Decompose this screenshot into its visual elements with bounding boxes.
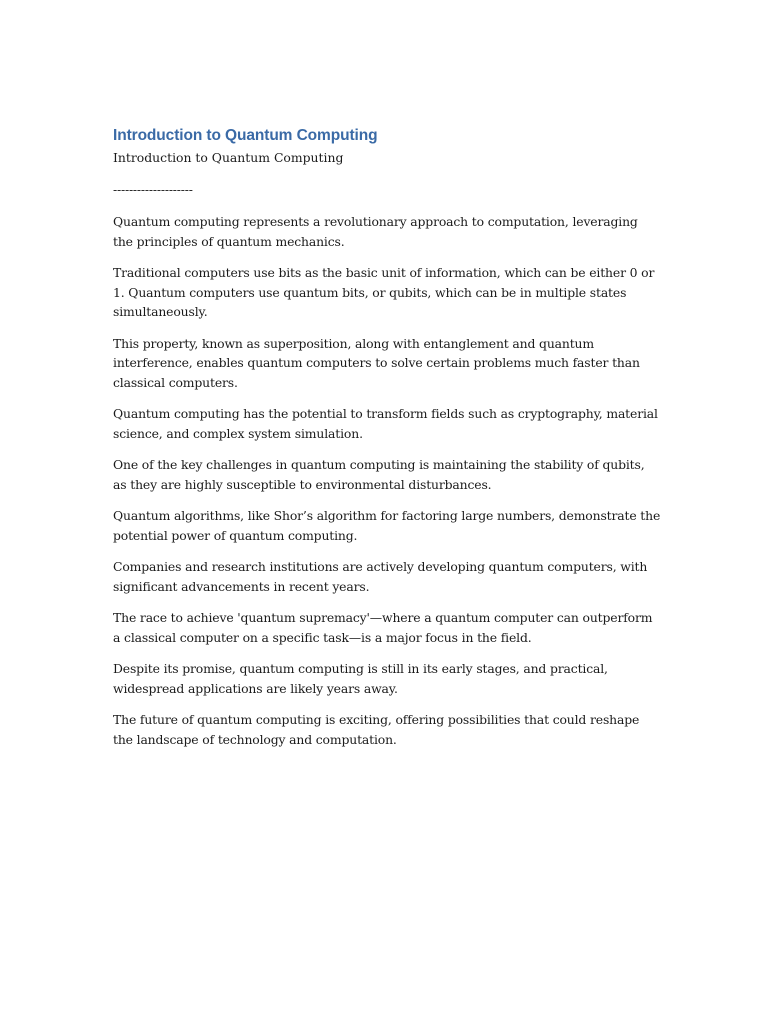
text-divider: -------------------- bbox=[113, 182, 193, 197]
paragraph: Traditional computers use bits as the basic unit of information, which can be either 0 or 1. Quantum computers use quantum bits, or qubits, which can be in multiple states simultaneously. bbox=[113, 265, 655, 319]
paragraph: Quantum computing has the potential to transform fields such as cryptography, material science, and complex system simulation. bbox=[113, 406, 658, 441]
paragraph: The future of quantum computing is exciting, offering possibilities that could reshape the landscape of technology and computation. bbox=[113, 712, 640, 747]
document-heading: Introduction to Quantum Computing bbox=[113, 127, 378, 144]
paragraph: Despite its promise, quantum computing is still in its early stages, and practical, widespread applications are likely years away. bbox=[113, 661, 608, 696]
paragraph: Quantum computing represents a revolutionary approach to computation, leveraging the principles of quantum mechanics. bbox=[113, 214, 638, 249]
paragraph: One of the key challenges in quantum computing is maintaining the stability of qubits, as they are highly susceptible to environmental disturbances. bbox=[113, 457, 645, 492]
paragraph: Quantum algorithms, like Shor’s algorithm for factoring large numbers, demonstrate the potential power of quantum computing. bbox=[113, 508, 661, 543]
paragraph: This property, known as superposition, along with entanglement and quantum interference, enables quantum computers to solve certain problems much faster than classical computers. bbox=[113, 335, 640, 390]
document-body bbox=[113, 124, 661, 761]
document-subtitle: Introduction to Quantum Computing bbox=[113, 150, 344, 165]
paragraph: Companies and research institutions are actively developing quantum computers, with significant advancements in recent years. bbox=[113, 559, 648, 594]
paragraph: The race to achieve 'quantum supremacy'—where a quantum computer can outperform a classical computer on a specific task—is a major focus in the field. bbox=[113, 610, 653, 645]
